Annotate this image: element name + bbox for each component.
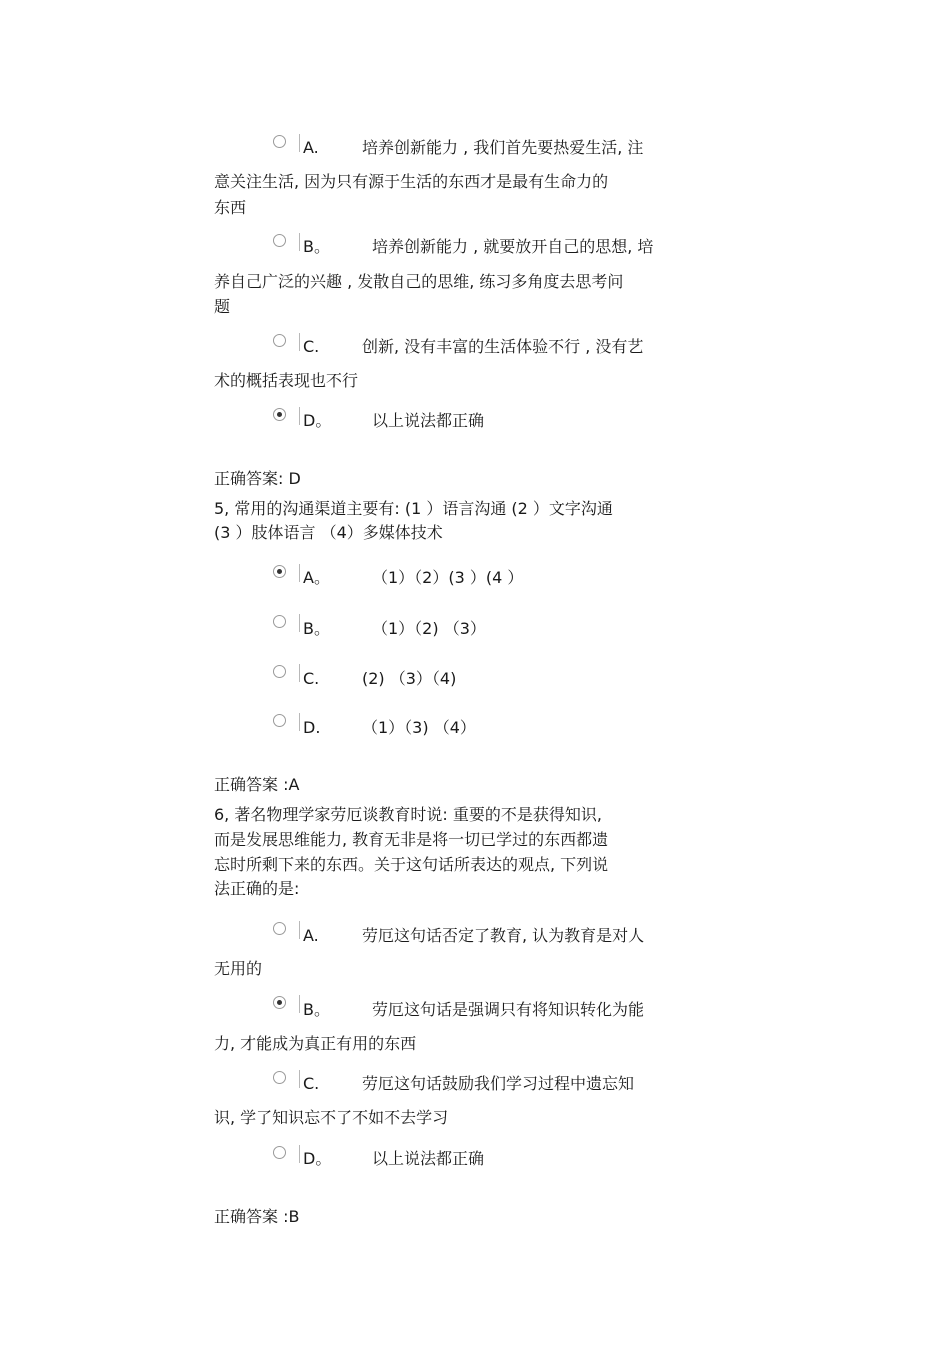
radio-q5-c[interactable] xyxy=(273,665,286,678)
option-text: 力, 才能成为真正有用的东西 xyxy=(214,1034,417,1053)
radio-q4-d[interactable] xyxy=(273,408,286,421)
radio-q5-d[interactable] xyxy=(273,714,286,727)
option-text: (2) （3）（4) xyxy=(362,669,457,688)
question-stem: 6, 著名物理学家劳厄谈教育时说: 重要的不是获得知识, xyxy=(214,805,602,824)
option-text: 以上说法都正确 xyxy=(372,411,485,430)
option-text: 意关注生活, 因为只有源于生活的东西才是最有生命力的 xyxy=(214,172,609,191)
option-letter: C. xyxy=(303,1074,320,1093)
radio-divider xyxy=(299,1070,300,1088)
radio-q4-b[interactable] xyxy=(273,234,286,247)
option-letter: B。 xyxy=(303,619,330,638)
option-letter: D. xyxy=(303,718,321,737)
radio-divider xyxy=(299,713,300,731)
correct-answer-q6: 正确答案 :B xyxy=(214,1207,300,1226)
option-text: 创新, 没有丰富的生活体验不行 , 没有艺 xyxy=(362,337,644,356)
option-letter: A。 xyxy=(303,568,330,587)
option-text: （1）（2）(3 ）(4 ） xyxy=(372,568,524,587)
option-letter: C. xyxy=(303,337,320,356)
option-text: 无用的 xyxy=(214,959,263,978)
option-letter: B。 xyxy=(303,1000,330,1019)
option-text: 劳厄这句话是强调只有将知识转化为能 xyxy=(372,1000,645,1019)
radio-divider xyxy=(299,664,300,682)
option-text: 养自己广泛的兴趣 , 发散自己的思维, 练习多角度去思考问 xyxy=(214,272,624,291)
radio-divider xyxy=(299,564,300,582)
radio-divider xyxy=(299,921,300,939)
radio-q4-a[interactable] xyxy=(273,135,286,148)
option-text: 东西 xyxy=(214,198,247,217)
radio-q6-d[interactable] xyxy=(273,1146,286,1159)
option-letter: B。 xyxy=(303,237,330,256)
radio-divider xyxy=(299,407,300,425)
radio-q4-c[interactable] xyxy=(273,334,286,347)
option-text: 劳厄这句话否定了教育, 认为教育是对人 xyxy=(362,926,645,945)
radio-q6-c[interactable] xyxy=(273,1071,286,1084)
radio-q6-b[interactable] xyxy=(273,996,286,1009)
option-letter: C. xyxy=(303,669,320,688)
correct-answer-q4: 正确答案: D xyxy=(214,469,301,488)
option-letter: D。 xyxy=(303,1149,332,1168)
question-stem: 5, 常用的沟通渠道主要有: (1 ）语言沟通 (2 ）文字沟通 xyxy=(214,499,613,518)
radio-divider xyxy=(299,333,300,351)
option-text: （1）（2) （3） xyxy=(372,619,486,638)
question-stem: 忘时所剩下来的东西。关于这句话所表达的观点, 下列说 xyxy=(214,855,609,874)
option-text: 术的概括表现也不行 xyxy=(214,371,359,390)
option-letter: A. xyxy=(303,138,319,157)
radio-q5-a[interactable] xyxy=(273,565,286,578)
radio-q6-a[interactable] xyxy=(273,922,286,935)
option-letter: D。 xyxy=(303,411,332,430)
option-text: 培养创新能力 , 我们首先要热爱生活, 注 xyxy=(362,138,644,157)
option-letter: A. xyxy=(303,926,319,945)
question-stem: (3 ）肢体语言 （4）多媒体技术 xyxy=(214,523,443,542)
option-text: 培养创新能力 , 就要放开自己的思想, 培 xyxy=(372,237,654,256)
radio-divider xyxy=(299,134,300,152)
option-text: （1）（3) （4） xyxy=(362,718,476,737)
option-text: 以上说法都正确 xyxy=(372,1149,485,1168)
radio-divider xyxy=(299,233,300,251)
radio-q5-b[interactable] xyxy=(273,615,286,628)
option-text: 题 xyxy=(214,297,231,316)
radio-divider xyxy=(299,995,300,1013)
radio-divider xyxy=(299,614,300,632)
question-stem: 法正确的是: xyxy=(214,879,300,898)
question-stem: 而是发展思维能力, 教育无非是将一切已学过的东西都遗 xyxy=(214,830,609,849)
radio-divider xyxy=(299,1145,300,1163)
option-text: 劳厄这句话鼓励我们学习过程中遗忘知 xyxy=(362,1074,635,1093)
correct-answer-q5: 正确答案 :A xyxy=(214,775,300,794)
option-text: 识, 学了知识忘不了不如不去学习 xyxy=(214,1108,449,1127)
